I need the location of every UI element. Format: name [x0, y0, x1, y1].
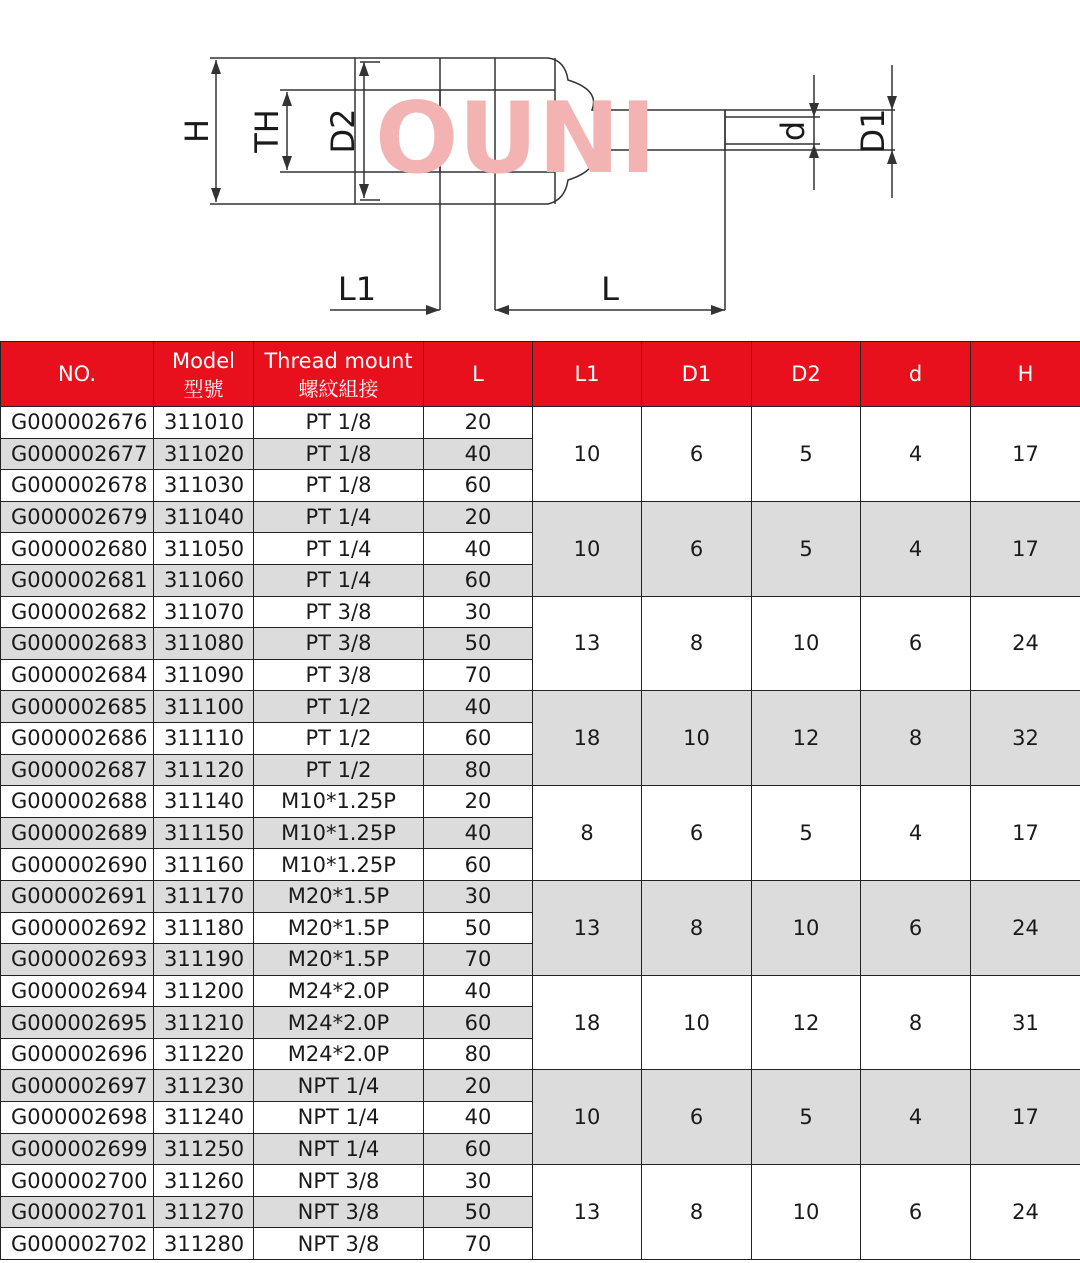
cell-thread: NPT 1/4 [254, 1133, 424, 1165]
cell-L: 50 [424, 912, 533, 944]
cell-model: 311280 [154, 1228, 254, 1260]
cell-model: 311240 [154, 1102, 254, 1134]
table-row [1, 596, 1080, 628]
cell-L: 40 [424, 533, 533, 565]
cell-thread: PT 1/8 [254, 470, 424, 502]
table-row [1, 1165, 1080, 1197]
cell-L: 20 [424, 1070, 533, 1102]
header-H: H [971, 342, 1080, 407]
cell-model: 311230 [154, 1070, 254, 1102]
cell-thread: PT 1/4 [254, 564, 424, 596]
header-model-zh: 型號 [183, 377, 224, 401]
cell-group-L1: 18 [533, 975, 642, 1070]
cell-no: G000002685 [1, 691, 154, 723]
cell-group-d: 6 [861, 880, 971, 975]
table-row [1, 407, 1080, 439]
cell-L: 40 [424, 691, 533, 723]
cell-model: 311060 [154, 564, 254, 596]
cell-group-D2: 5 [752, 407, 861, 502]
dimension-diagram [0, 0, 1080, 340]
cell-L: 30 [424, 1165, 533, 1197]
cell-no: G000002695 [1, 1007, 154, 1039]
cell-group-D2: 5 [752, 501, 861, 596]
cell-group-H: 17 [971, 1070, 1080, 1165]
cell-model: 311160 [154, 849, 254, 881]
cell-group-L1: 13 [533, 1165, 642, 1260]
cell-L: 50 [424, 1196, 533, 1228]
cell-no: G000002691 [1, 880, 154, 912]
cell-group-L1: 13 [533, 880, 642, 975]
cell-L: 20 [424, 407, 533, 439]
cell-no: G000002683 [1, 628, 154, 660]
cell-thread: PT 3/8 [254, 659, 424, 691]
cell-model: 311200 [154, 975, 254, 1007]
cell-no: G000002682 [1, 596, 154, 628]
cell-group-L1: 10 [533, 1070, 642, 1165]
cell-group-D1: 6 [642, 407, 752, 502]
header-thread [254, 342, 424, 407]
cell-no: G000002680 [1, 533, 154, 565]
table-row [1, 1070, 1080, 1102]
cell-model: 311150 [154, 817, 254, 849]
cell-L: 40 [424, 817, 533, 849]
technical-drawing [0, 0, 1080, 340]
cell-model: 311050 [154, 533, 254, 565]
cell-group-D2: 10 [752, 880, 861, 975]
cell-group-D1: 10 [642, 975, 752, 1070]
cell-L: 80 [424, 1038, 533, 1070]
cell-model: 311190 [154, 944, 254, 976]
cell-no: G000002689 [1, 817, 154, 849]
cell-L: 40 [424, 1102, 533, 1134]
label-d: d [774, 120, 812, 142]
cell-thread: M24*2.0P [254, 975, 424, 1007]
cell-L: 70 [424, 1228, 533, 1260]
cell-L: 30 [424, 880, 533, 912]
cell-group-d: 8 [861, 975, 971, 1070]
watermark: OUNI [375, 82, 657, 196]
cell-model: 311110 [154, 722, 254, 754]
cell-group-D2: 5 [752, 786, 861, 881]
cell-thread: PT 1/2 [254, 722, 424, 754]
cell-model: 311140 [154, 786, 254, 818]
cell-no: G000002698 [1, 1102, 154, 1134]
cell-group-d: 8 [861, 691, 971, 786]
cell-L: 20 [424, 501, 533, 533]
cell-group-d: 4 [861, 786, 971, 881]
cell-model: 311090 [154, 659, 254, 691]
cell-thread: PT 1/8 [254, 438, 424, 470]
cell-model: 311170 [154, 880, 254, 912]
cell-group-D1: 8 [642, 596, 752, 691]
cell-L: 40 [424, 975, 533, 1007]
cell-thread: NPT 1/4 [254, 1102, 424, 1134]
cell-group-d: 4 [861, 407, 971, 502]
header-D2: D2 [752, 342, 861, 407]
cell-L: 60 [424, 564, 533, 596]
table-row [1, 501, 1080, 533]
cell-no: G000002697 [1, 1070, 154, 1102]
cell-model: 311080 [154, 628, 254, 660]
cell-L: 80 [424, 754, 533, 786]
cell-L: 70 [424, 944, 533, 976]
cell-thread: PT 1/4 [254, 501, 424, 533]
cell-group-d: 4 [861, 1070, 971, 1165]
cell-thread: M10*1.25P [254, 817, 424, 849]
cell-group-D2: 10 [752, 596, 861, 691]
cell-model: 311250 [154, 1133, 254, 1165]
cell-group-H: 17 [971, 407, 1080, 502]
cell-group-D1: 6 [642, 786, 752, 881]
cell-group-H: 17 [971, 501, 1080, 596]
cell-model: 311220 [154, 1038, 254, 1070]
cell-group-D1: 8 [642, 880, 752, 975]
cell-group-D2: 12 [752, 975, 861, 1070]
header-L: L [424, 342, 533, 407]
cell-no: G000002686 [1, 722, 154, 754]
cell-thread: M10*1.25P [254, 786, 424, 818]
header-no: NO. [1, 342, 154, 407]
cell-thread: PT 1/4 [254, 533, 424, 565]
cell-group-L1: 13 [533, 596, 642, 691]
cell-group-L1: 8 [533, 786, 642, 881]
cell-thread: M20*1.5P [254, 912, 424, 944]
cell-L: 60 [424, 470, 533, 502]
cell-model: 311030 [154, 470, 254, 502]
cell-group-H: 17 [971, 786, 1080, 881]
cell-no: G000002693 [1, 944, 154, 976]
cell-model: 311180 [154, 912, 254, 944]
cell-group-D1: 10 [642, 691, 752, 786]
label-D2: D2 [324, 108, 362, 154]
cell-group-H: 32 [971, 691, 1080, 786]
cell-thread: M10*1.25P [254, 849, 424, 881]
cell-L: 30 [424, 596, 533, 628]
cell-group-L1: 10 [533, 407, 642, 502]
cell-no: G000002690 [1, 849, 154, 881]
cell-group-d: 6 [861, 1165, 971, 1260]
cell-no: G000002700 [1, 1165, 154, 1197]
cell-model: 311270 [154, 1196, 254, 1228]
cell-no: G000002681 [1, 564, 154, 596]
cell-L: 60 [424, 849, 533, 881]
cell-group-D2: 10 [752, 1165, 861, 1260]
cell-model: 311260 [154, 1165, 254, 1197]
cell-L: 60 [424, 1133, 533, 1165]
cell-group-H: 24 [971, 1165, 1080, 1260]
cell-thread: PT 1/2 [254, 754, 424, 786]
label-D1: D1 [854, 108, 892, 154]
header-thread-zh: 螺紋組接 [298, 377, 379, 401]
cell-group-D1: 6 [642, 1070, 752, 1165]
label-L: L [601, 270, 619, 308]
cell-no: G000002694 [1, 975, 154, 1007]
cell-thread: PT 1/2 [254, 691, 424, 723]
cell-model: 311020 [154, 438, 254, 470]
cell-model: 311040 [154, 501, 254, 533]
cell-no: G000002699 [1, 1133, 154, 1165]
cell-model: 311070 [154, 596, 254, 628]
cell-L: 70 [424, 659, 533, 691]
cell-group-D2: 5 [752, 1070, 861, 1165]
cell-group-L1: 10 [533, 501, 642, 596]
table-row [1, 975, 1080, 1007]
cell-no: G000002678 [1, 470, 154, 502]
cell-thread: NPT 3/8 [254, 1165, 424, 1197]
cell-thread: NPT 3/8 [254, 1196, 424, 1228]
cell-no: G000002684 [1, 659, 154, 691]
cell-no: G000002692 [1, 912, 154, 944]
cell-no: G000002687 [1, 754, 154, 786]
cell-thread: M24*2.0P [254, 1038, 424, 1070]
cell-thread: M20*1.5P [254, 944, 424, 976]
cell-L: 40 [424, 438, 533, 470]
header-D1: D1 [642, 342, 752, 407]
cell-thread: NPT 3/8 [254, 1228, 424, 1260]
cell-thread: NPT 1/4 [254, 1070, 424, 1102]
header-d: d [861, 342, 971, 407]
label-L1: L1 [337, 270, 377, 308]
label-TH: TH [248, 109, 286, 153]
cell-group-H: 31 [971, 975, 1080, 1070]
header-model-en: Model [171, 349, 236, 373]
cell-group-D2: 12 [752, 691, 861, 786]
cell-no: G000002679 [1, 501, 154, 533]
table-header-row [1, 342, 1080, 407]
cell-thread: M20*1.5P [254, 880, 424, 912]
header-model [154, 342, 254, 407]
cell-no: G000002688 [1, 786, 154, 818]
cell-thread: PT 3/8 [254, 628, 424, 660]
table-body [1, 407, 1080, 1260]
cell-no: G000002696 [1, 1038, 154, 1070]
cell-model: 311100 [154, 691, 254, 723]
cell-thread: PT 3/8 [254, 596, 424, 628]
cell-L: 50 [424, 628, 533, 660]
cell-group-D1: 8 [642, 1165, 752, 1260]
table-row [1, 880, 1080, 912]
cell-no: G000002676 [1, 407, 154, 439]
spec-table [0, 341, 1080, 1260]
cell-thread: M24*2.0P [254, 1007, 424, 1039]
cell-thread: PT 1/8 [254, 407, 424, 439]
cell-model: 311120 [154, 754, 254, 786]
table-row [1, 691, 1080, 723]
cell-L: 60 [424, 722, 533, 754]
header-thread-en: Thread mount [264, 349, 413, 373]
cell-no: G000002702 [1, 1228, 154, 1260]
cell-group-H: 24 [971, 880, 1080, 975]
table-row [1, 786, 1080, 818]
cell-L: 20 [424, 786, 533, 818]
cell-group-H: 24 [971, 596, 1080, 691]
cell-group-L1: 18 [533, 691, 642, 786]
cell-group-D1: 6 [642, 501, 752, 596]
cell-model: 311210 [154, 1007, 254, 1039]
cell-no: G000002677 [1, 438, 154, 470]
cell-L: 60 [424, 1007, 533, 1039]
cell-group-d: 6 [861, 596, 971, 691]
cell-no: G000002701 [1, 1196, 154, 1228]
header-L1: L1 [533, 342, 642, 407]
cell-group-d: 4 [861, 501, 971, 596]
label-H: H [178, 118, 216, 144]
cell-model: 311010 [154, 407, 254, 439]
